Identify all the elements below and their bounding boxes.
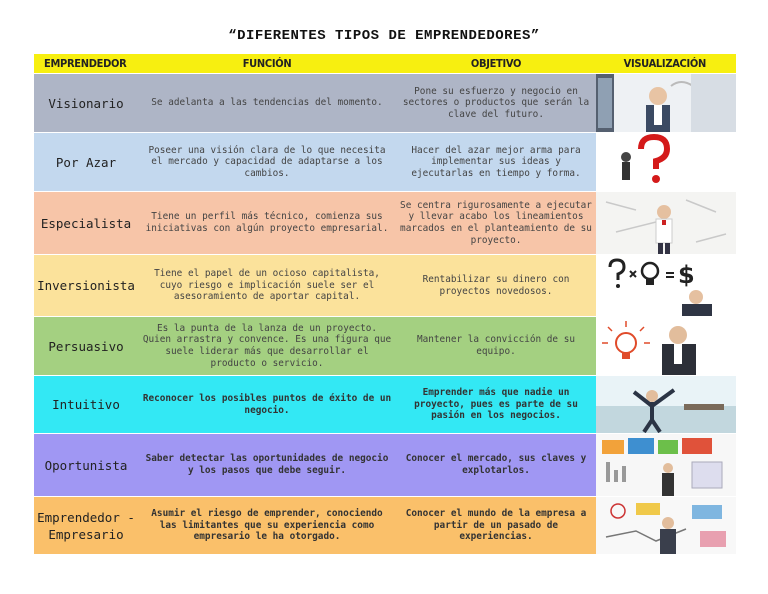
svg-text:$: $: [678, 261, 695, 289]
visionario-image: [596, 74, 736, 133]
intuitivo-image: [596, 376, 736, 434]
table-row: [34, 497, 736, 555]
row-objetivo: Conocer el mundo de la empresa a partir de un pasado de experiencias.: [396, 497, 596, 555]
row-name: Visionario: [34, 74, 138, 133]
header-funcion: FUNCIÓN: [138, 54, 396, 74]
row-name: Persuasivo: [34, 317, 138, 376]
row-objetivo: Hacer del azar mejor arma para implementar sus ideas y ejecutarlas en tiempo y forma.: [396, 133, 596, 192]
row-name: Por Azar: [34, 133, 138, 192]
table-row: [34, 192, 736, 255]
row-funcion: Asumir el riesgo de emprender, conociendo las limitantes que su experiencia como empresario le ha otorgado.: [138, 497, 396, 555]
table-row: [34, 434, 736, 497]
table-row: [34, 376, 736, 434]
row-funcion: Tiene el papel de un ocioso capitalista, cuyo riesgo e implicación suele ser el asesoramiento de aportar capital.: [138, 255, 396, 317]
row-name: Emprendedor - Empresario: [34, 497, 138, 555]
table-header-row: [34, 54, 736, 74]
row-objetivo: Mantener la convicción de su equipo.: [396, 317, 596, 376]
row-funcion: Reconocer los posibles puntos de éxito de un negocio.: [138, 376, 396, 434]
entrepreneur-table: [34, 54, 736, 554]
page-title: “DIFERENTES TIPOS DE EMPRENDEDORES”: [228, 28, 540, 44]
inversionista-image: [596, 255, 736, 317]
persuasivo-image: [596, 317, 736, 376]
especialista-image: [596, 192, 736, 255]
row-funcion: Tiene un perfil más técnico, comienza sus iniciativas con algún proyecto empresarial.: [138, 192, 396, 255]
table-row: [34, 74, 736, 133]
emprendedor-empresario-image: [596, 497, 736, 555]
row-objetivo: Conocer el mercado, sus claves y explotarlos.: [396, 434, 596, 497]
row-funcion: Se adelanta a las tendencias del momento.: [138, 74, 396, 133]
row-name: Especialista: [34, 192, 138, 255]
table-row: [34, 317, 736, 376]
row-objetivo: Pone su esfuerzo y negocio en sectores o productos que serán la clave del futuro.: [396, 74, 596, 133]
row-objetivo: Rentabilizar su dinero con proyectos novedosos.: [396, 255, 596, 317]
row-funcion: Es la punta de la lanza de un proyecto. Quien arrastra y convence. Es una figura que suele liderar más que desarrollar el producto o servicio.: [138, 317, 396, 376]
row-funcion: Saber detectar las oportunidades de negocio y los pasos que debe seguir.: [138, 434, 396, 497]
row-funcion: Poseer una visión clara de lo que necesita el mercado y capacidad de adaptarse a los cambios.: [138, 133, 396, 192]
row-name: Inversionista: [34, 255, 138, 317]
por-azar-image: [596, 133, 736, 192]
row-objetivo: Se centra rigurosamente a ejecutar y llevar acabo los lineamientos marcados en el planteamiento de su proyecto.: [396, 192, 596, 255]
header-visualizacion: VISUALIZACIÓN: [596, 54, 736, 74]
oportunista-image: [596, 434, 736, 497]
table-row: [34, 133, 736, 192]
table-row: [34, 255, 736, 317]
row-name: Intuitivo: [34, 376, 138, 434]
header-objetivo: OBJETIVO: [396, 54, 596, 74]
row-name: Oportunista: [34, 434, 138, 497]
header-emprendedor: EMPRENDEDOR: [34, 54, 138, 74]
row-objetivo: Emprender más que nadie un proyecto, pues es parte de su pasión en los negocios.: [396, 376, 596, 434]
